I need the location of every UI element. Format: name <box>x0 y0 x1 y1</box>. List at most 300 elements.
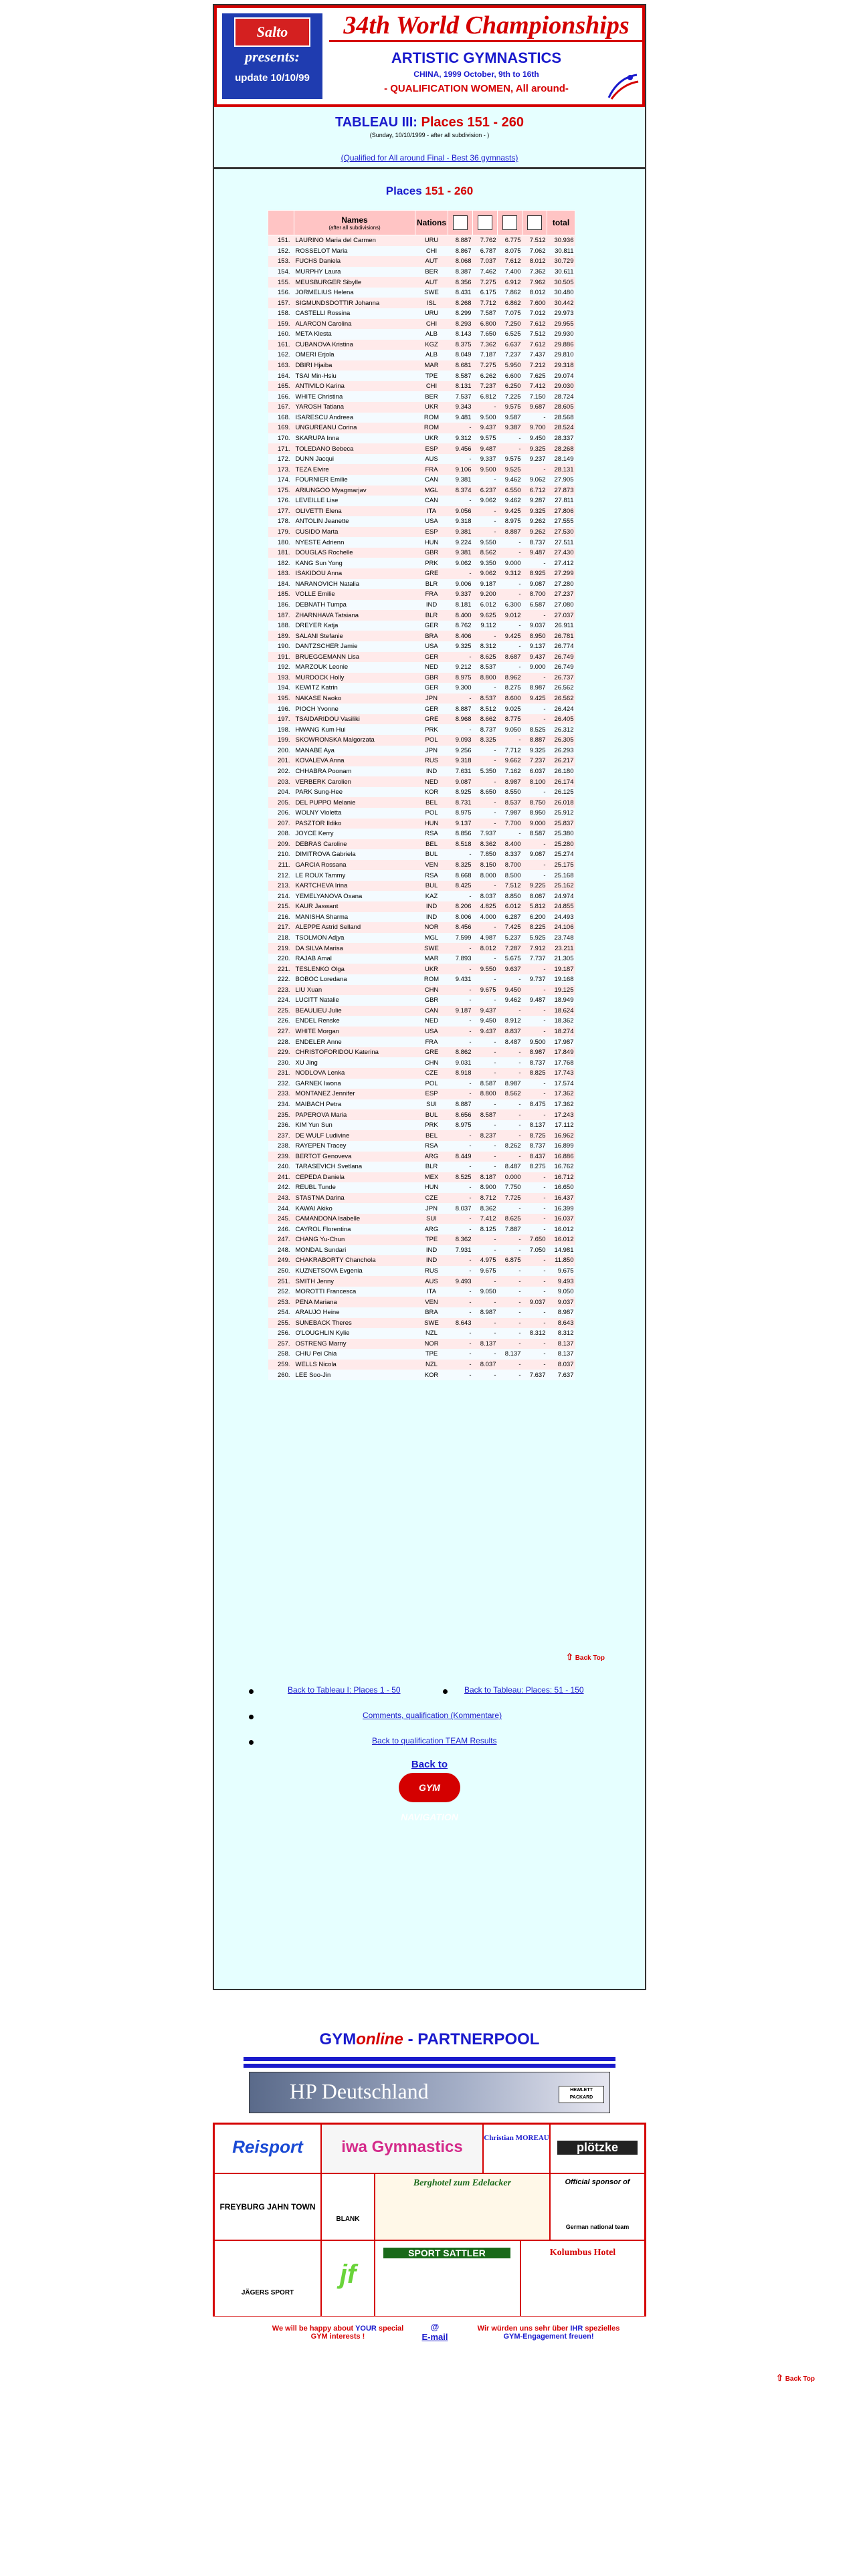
beam-score: - <box>498 433 522 444</box>
table-row <box>268 1307 575 1318</box>
table-row <box>268 714 575 725</box>
floor-score: 9.487 <box>522 995 547 1006</box>
vault-score: - <box>448 1130 473 1141</box>
places-title <box>214 185 645 198</box>
name-cell: KANG Sun Yong <box>294 558 415 568</box>
name-cell: ROSSELOT Maria <box>294 246 415 257</box>
tableau-banner <box>214 107 645 169</box>
beam-score: 8.500 <box>498 870 522 881</box>
nation-cell: ITA <box>415 1287 448 1297</box>
vault-score: 9.381 <box>448 475 473 486</box>
total-score: 25.912 <box>547 808 575 819</box>
table-row <box>268 267 575 278</box>
vault-score: 9.318 <box>448 756 473 766</box>
name-cell: KARTCHEVA Irina <box>294 881 415 891</box>
beam-score: 6.300 <box>498 600 522 611</box>
beam-score: 9.462 <box>498 496 522 506</box>
floor-score: 9.425 <box>522 693 547 704</box>
nation-cell: AUS <box>415 1276 448 1287</box>
name-cell: LEE Soo-Jin <box>294 1370 415 1380</box>
nation-cell: JPN <box>415 1203 448 1214</box>
table-row <box>268 391 575 402</box>
vault-score: 9.431 <box>448 974 473 985</box>
tableau-2-link[interactable]: Back to Tableau: Places: 51 - 150 <box>464 1685 584 1695</box>
sponsor-blank[interactable]: BLANK <box>321 2173 375 2240</box>
total-score: 16.437 <box>547 1193 575 1204</box>
nation-cell: POL <box>415 808 448 819</box>
nation-cell: IND <box>415 1255 448 1266</box>
name-cell: ALARCON Carolina <box>294 319 415 330</box>
table-row <box>268 1255 575 1266</box>
name-cell: PAPEROVA Maria <box>294 1109 415 1120</box>
table-row <box>268 1370 575 1380</box>
vault-score: - <box>448 943 473 954</box>
beam-score: 7.250 <box>498 319 522 330</box>
name-cell: TOLEDANO Bebeca <box>294 443 415 454</box>
name-cell: DUNN Jacqui <box>294 454 415 465</box>
total-score: 26.180 <box>547 766 575 777</box>
beam-score: 8.887 <box>498 527 522 538</box>
bullet <box>443 1689 448 1694</box>
floor-score: - <box>522 1027 547 1037</box>
rank-cell: 259. <box>268 1360 294 1370</box>
total-score: 28.605 <box>547 402 575 413</box>
vault-score: - <box>448 1370 473 1380</box>
bullet <box>249 1689 254 1694</box>
nation-cell: BRA <box>415 1307 448 1318</box>
name-cell: WELLS Nicola <box>294 1360 415 1370</box>
table-row <box>268 319 575 330</box>
table-row <box>268 808 575 819</box>
name-cell: XU Jing <box>294 1057 415 1068</box>
rank-cell: 154. <box>268 267 294 278</box>
back-top-link[interactable]: ⇧ Back Top <box>566 1652 605 1662</box>
beam-score: 8.537 <box>498 797 522 808</box>
bars-score: - <box>473 506 498 517</box>
floor-score: 9.225 <box>522 881 547 891</box>
hp-banner-image[interactable] <box>249 2072 610 2113</box>
vault-score: 9.456 <box>448 443 473 454</box>
table-row <box>268 621 575 631</box>
nation-cell: ARG <box>415 1224 448 1235</box>
hp-banner[interactable] <box>244 2057 615 2116</box>
name-cell: BOBOC Loredana <box>294 974 415 985</box>
floor-score: 9.325 <box>522 506 547 517</box>
beam-score: 8.137 <box>498 1349 522 1360</box>
table-row <box>268 1318 575 1329</box>
beam-score: - <box>498 1318 522 1329</box>
beam-score: - <box>498 829 522 839</box>
bars-score: 9.437 <box>473 1006 498 1016</box>
table-row <box>268 454 575 465</box>
beam-score: 6.875 <box>498 1255 522 1266</box>
name-cell: NAKASE Naoko <box>294 693 415 704</box>
name-cell: WHITE Christina <box>294 391 415 402</box>
floor-score: 9.000 <box>522 662 547 673</box>
bars-score: 7.275 <box>473 360 498 371</box>
vault-score: - <box>448 423 473 433</box>
name-cell: CASTELLI Rossina <box>294 308 415 319</box>
floor-score: 9.062 <box>522 475 547 486</box>
rank-cell: 214. <box>268 891 294 901</box>
nation-cell: TPE <box>415 1349 448 1360</box>
bars-score: - <box>473 1349 498 1360</box>
vault-score: - <box>448 1016 473 1027</box>
rank-cell: 238. <box>268 1141 294 1152</box>
bars-score: 8.187 <box>473 1172 498 1183</box>
bars-score: 8.587 <box>473 1109 498 1120</box>
nation-cell: SWE <box>415 288 448 298</box>
sponsor-ploetzke[interactable]: plötzke <box>550 2124 645 2173</box>
total-score: 30.480 <box>547 288 575 298</box>
total-score: 19.187 <box>547 964 575 974</box>
beam-score: 8.075 <box>498 246 522 257</box>
bars-score: 8.512 <box>473 704 498 714</box>
total-score: 17.768 <box>547 1057 575 1068</box>
name-cell: O'LOUGHLIN Kylie <box>294 1328 415 1339</box>
vault-score: 8.299 <box>448 308 473 319</box>
beam-score: - <box>498 974 522 985</box>
vault-score: - <box>448 1027 473 1037</box>
rank-cell: 260. <box>268 1370 294 1380</box>
table-row <box>268 1214 575 1224</box>
vault-score: 8.975 <box>448 673 473 683</box>
bars-score: 6.262 <box>473 370 498 381</box>
floor-score: 8.137 <box>522 1120 547 1131</box>
rank-cell: 235. <box>268 1109 294 1120</box>
table-row <box>268 443 575 454</box>
table-row <box>268 1162 575 1172</box>
table-row <box>268 1193 575 1204</box>
vault-score: 9.006 <box>448 579 473 590</box>
table-row <box>268 901 575 912</box>
beam-score: 8.262 <box>498 1141 522 1152</box>
gym-navigation-logo[interactable]: GYM NAVIGATION <box>399 1773 460 1802</box>
name-cell: HWANG Kum Hui <box>294 724 415 735</box>
back-to-nav[interactable] <box>214 1759 645 1822</box>
nation-cell: NOR <box>415 922 448 933</box>
sponsor-official[interactable]: Official sponsor of German national team <box>550 2173 645 2240</box>
bars-score: 9.550 <box>473 964 498 974</box>
name-cell: OLIVETTI Elena <box>294 506 415 517</box>
nation-cell: PRK <box>415 724 448 735</box>
rank-cell: 183. <box>268 568 294 579</box>
bars-score: 9.437 <box>473 1027 498 1037</box>
total-score: 27.430 <box>547 548 575 558</box>
floor-score: - <box>522 1172 547 1183</box>
table-row <box>268 1360 575 1370</box>
total-score: 19.168 <box>547 974 575 985</box>
name-cell: ISARESCU Andreea <box>294 413 415 423</box>
name-cell: ANTOLIN Jeanette <box>294 516 415 527</box>
rank-cell: 189. <box>268 631 294 641</box>
name-cell: CHRISTOFORIDOU Katerina <box>294 1047 415 1058</box>
total-score: 8.312 <box>547 1328 575 1339</box>
nation-cell: MAR <box>415 360 448 371</box>
nation-cell: IND <box>415 766 448 777</box>
name-cell: CHANG Yu-Chun <box>294 1235 415 1245</box>
partner-online: online <box>356 2030 403 2048</box>
qualified-final-link[interactable]: (Qualified for All around Final - Best 36 gymnasts) <box>341 153 518 163</box>
floor-score: - <box>522 1006 547 1016</box>
vault-score: 8.731 <box>448 797 473 808</box>
vault-score: - <box>448 1255 473 1266</box>
sponsor-jaegers[interactable]: JÄGERS SPORT <box>214 2240 321 2317</box>
floor-score: 7.600 <box>522 298 547 308</box>
rank-cell: 190. <box>268 641 294 652</box>
floor-score: 8.950 <box>522 631 547 641</box>
name-cell: BERTOT Genoveva <box>294 1152 415 1162</box>
table-row <box>268 746 575 756</box>
name-cell: MONDAL Sundari <box>294 1245 415 1256</box>
bars-score: 5.350 <box>473 766 498 777</box>
comments-link[interactable]: Comments, qualification (Kommentare) <box>363 1711 502 1720</box>
bars-score: 7.187 <box>473 350 498 360</box>
bars-score: 6.787 <box>473 246 498 257</box>
table-row <box>268 579 575 590</box>
vault-score: - <box>448 1349 473 1360</box>
bars-score: - <box>473 995 498 1006</box>
total-score: 26.405 <box>547 714 575 725</box>
vault-score: 9.056 <box>448 506 473 517</box>
nation-cell: RUS <box>415 1266 448 1277</box>
rank-cell: 228. <box>268 1037 294 1047</box>
tableau-places: Places 151 - 260 <box>421 115 524 130</box>
rank-cell: 252. <box>268 1287 294 1297</box>
rank-cell: 188. <box>268 621 294 631</box>
nation-cell: BRA <box>415 631 448 641</box>
vault-score: 9.093 <box>448 735 473 746</box>
total-score: 23.748 <box>547 933 575 944</box>
beam-score: 8.275 <box>498 683 522 693</box>
vault-score: 8.862 <box>448 1047 473 1058</box>
bars-score: 8.362 <box>473 839 498 850</box>
bars-score: 7.362 <box>473 340 498 350</box>
name-cell: WHITE Morgan <box>294 1027 415 1037</box>
name-cell: KAWAI Akiko <box>294 1203 415 1214</box>
sponsor-reisport[interactable]: Reisport <box>214 2124 321 2173</box>
beam-score: - <box>498 1006 522 1016</box>
name-cell: CHIU Pei Chia <box>294 1349 415 1360</box>
total-score: 18.624 <box>547 1006 575 1016</box>
table-row <box>268 413 575 423</box>
bars-score: - <box>473 1068 498 1079</box>
vault-score: 8.181 <box>448 600 473 611</box>
table-row <box>268 433 575 444</box>
name-cell: STASTNA Darina <box>294 1193 415 1204</box>
table-row <box>268 735 575 746</box>
sponsor-berghotel[interactable]: Berghotel zum Edelacker <box>375 2173 550 2240</box>
table-row <box>268 1068 575 1079</box>
rank-cell: 200. <box>268 746 294 756</box>
vault-score: 8.525 <box>448 1172 473 1183</box>
name-cell: CUBANOVA Kristina <box>294 340 415 350</box>
beam-score: 8.687 <box>498 652 522 663</box>
name-cell: BRUEGGEMANN Lisa <box>294 652 415 663</box>
beam-score: 9.387 <box>498 423 522 433</box>
floor-exercise-icon <box>527 215 542 230</box>
page-title: 34th World Championships <box>329 11 644 42</box>
table-row <box>268 1297 575 1307</box>
name-cell: PENA Mariana <box>294 1297 415 1307</box>
table-row <box>268 652 575 663</box>
nation-cell: AUT <box>415 277 448 288</box>
sponsor-moreau[interactable]: Christian MOREAU <box>483 2124 550 2173</box>
vault-score: 8.518 <box>448 839 473 850</box>
floor-score: - <box>522 1224 547 1235</box>
name-cell: MANISHA Sharma <box>294 912 415 923</box>
nation-cell: URU <box>415 308 448 319</box>
sponsor-jf[interactable]: jf <box>321 2240 375 2317</box>
beam-score: 9.050 <box>498 724 522 735</box>
floor-score: 9.687 <box>522 402 547 413</box>
rank-cell: 257. <box>268 1339 294 1350</box>
nation-cell: IND <box>415 1245 448 1256</box>
bars-score: 6.012 <box>473 600 498 611</box>
bars-score: - <box>473 1370 498 1380</box>
name-cell: ANTIVILO Karina <box>294 381 415 392</box>
table-row <box>268 819 575 829</box>
total-score: 25.380 <box>547 829 575 839</box>
bars-score: - <box>473 974 498 985</box>
nation-cell: GBR <box>415 548 448 558</box>
vault-score: 9.325 <box>448 641 473 652</box>
vault-score: - <box>448 849 473 860</box>
floor-score: 9.487 <box>522 548 547 558</box>
table-row <box>268 776 575 787</box>
email-link[interactable]: @ E-mail <box>421 2322 448 2342</box>
vault-score: 8.668 <box>448 870 473 881</box>
name-cell: ENDELER Anne <box>294 1037 415 1047</box>
rank-cell: 237. <box>268 1130 294 1141</box>
table-row <box>268 881 575 891</box>
beam-score: 8.337 <box>498 849 522 860</box>
beam-score: - <box>498 1276 522 1287</box>
floor-score: - <box>522 1089 547 1099</box>
vault-score: 9.062 <box>448 558 473 568</box>
vault-score: 9.493 <box>448 1276 473 1287</box>
nation-cell: POL <box>415 735 448 746</box>
bars-score: - <box>473 1297 498 1307</box>
floor-score: 7.412 <box>522 381 547 392</box>
total-score: 17.362 <box>547 1099 575 1110</box>
total-score: 30.936 <box>547 235 575 246</box>
bars-score: - <box>473 402 498 413</box>
rank-cell: 204. <box>268 787 294 798</box>
tableau-1-link[interactable]: Back to Tableau I: Places 1 - 50 <box>288 1685 401 1695</box>
bars-score: 7.850 <box>473 849 498 860</box>
vault-score: 8.400 <box>448 610 473 621</box>
vault-score: - <box>448 1182 473 1193</box>
rank-cell: 182. <box>268 558 294 568</box>
rank-cell: 174. <box>268 475 294 486</box>
name-cell: DE WULF Ludivine <box>294 1130 415 1141</box>
beam-score: 7.425 <box>498 922 522 933</box>
rank-cell: 206. <box>268 808 294 819</box>
floor-score: 7.150 <box>522 391 547 402</box>
beam-score: 9.462 <box>498 475 522 486</box>
table-row <box>268 1266 575 1277</box>
beam-score: 7.162 <box>498 766 522 777</box>
sponsor-kolumbus[interactable]: Kolumbus Hotel <box>520 2240 645 2317</box>
vault-score: 8.887 <box>448 235 473 246</box>
total-score: 16.762 <box>547 1162 575 1172</box>
vault-score: 9.300 <box>448 683 473 693</box>
beam-score: 9.587 <box>498 413 522 423</box>
beam-score: 6.600 <box>498 370 522 381</box>
salto-logo[interactable] <box>222 13 322 99</box>
rank-cell: 227. <box>268 1027 294 1037</box>
total-score: 27.237 <box>547 589 575 600</box>
rank-cell: 158. <box>268 308 294 319</box>
table-row <box>268 1172 575 1183</box>
bars-score: 9.550 <box>473 537 498 548</box>
nation-cell: GBR <box>415 995 448 1006</box>
floor-score: 7.512 <box>522 235 547 246</box>
total-score: 18.362 <box>547 1016 575 1027</box>
beam-score: 6.012 <box>498 901 522 912</box>
vault-icon <box>453 215 468 230</box>
beam-score: 7.700 <box>498 819 522 829</box>
rank-cell: 216. <box>268 912 294 923</box>
floor-score: 9.325 <box>522 443 547 454</box>
vault-score: - <box>448 1266 473 1277</box>
back-top-link-bottom[interactable]: ⇧ Back Top <box>776 2373 815 2383</box>
rank-cell: 253. <box>268 1297 294 1307</box>
beam-score: 6.525 <box>498 329 522 340</box>
floor-score: - <box>522 1287 547 1297</box>
beam-score: - <box>498 1339 522 1350</box>
total-score: 26.911 <box>547 621 575 631</box>
back-to-label[interactable]: Back to <box>411 1759 448 1770</box>
rank-cell: 170. <box>268 433 294 444</box>
places-range: 151 - 260 <box>425 185 474 197</box>
rank-cell: 215. <box>268 901 294 912</box>
floor-score: - <box>522 1360 547 1370</box>
rank-cell: 203. <box>268 776 294 787</box>
sponsor-grid <box>213 2123 646 2317</box>
total-score: 16.012 <box>547 1235 575 1245</box>
rank-cell: 162. <box>268 350 294 360</box>
sponsor-iwa[interactable]: iwa Gymnastics <box>321 2124 483 2173</box>
nation-cell: USA <box>415 641 448 652</box>
beam-score: 7.712 <box>498 746 522 756</box>
name-cell: DBIRI Hjaiba <box>294 360 415 371</box>
table-row <box>268 704 575 714</box>
floor-score: - <box>522 1255 547 1266</box>
team-results-link[interactable]: Back to qualification TEAM Results <box>372 1736 497 1745</box>
nation-cell: NOR <box>415 1339 448 1350</box>
vault-score: - <box>448 693 473 704</box>
floor-score: - <box>522 714 547 725</box>
sponsor-freyburg[interactable]: FREYBURG JAHN TOWN <box>214 2173 321 2240</box>
bars-score: 9.050 <box>473 1287 498 1297</box>
bars-score: 9.337 <box>473 454 498 465</box>
total-score: 26.562 <box>547 683 575 693</box>
floor-score: - <box>522 413 547 423</box>
vault-score: 8.656 <box>448 1109 473 1120</box>
beam-score: 6.250 <box>498 381 522 392</box>
name-cell: MOROTTI Francesca <box>294 1287 415 1297</box>
nation-cell: POL <box>415 1079 448 1089</box>
nation-cell: UKR <box>415 433 448 444</box>
total-score: 28.337 <box>547 433 575 444</box>
table-row <box>268 662 575 673</box>
total-score: 30.505 <box>547 277 575 288</box>
bars-score: 9.575 <box>473 433 498 444</box>
name-cell: YEMELYANOVA Oxana <box>294 891 415 901</box>
sponsor-sattler[interactable]: SPORT SATTLER <box>375 2240 520 2317</box>
